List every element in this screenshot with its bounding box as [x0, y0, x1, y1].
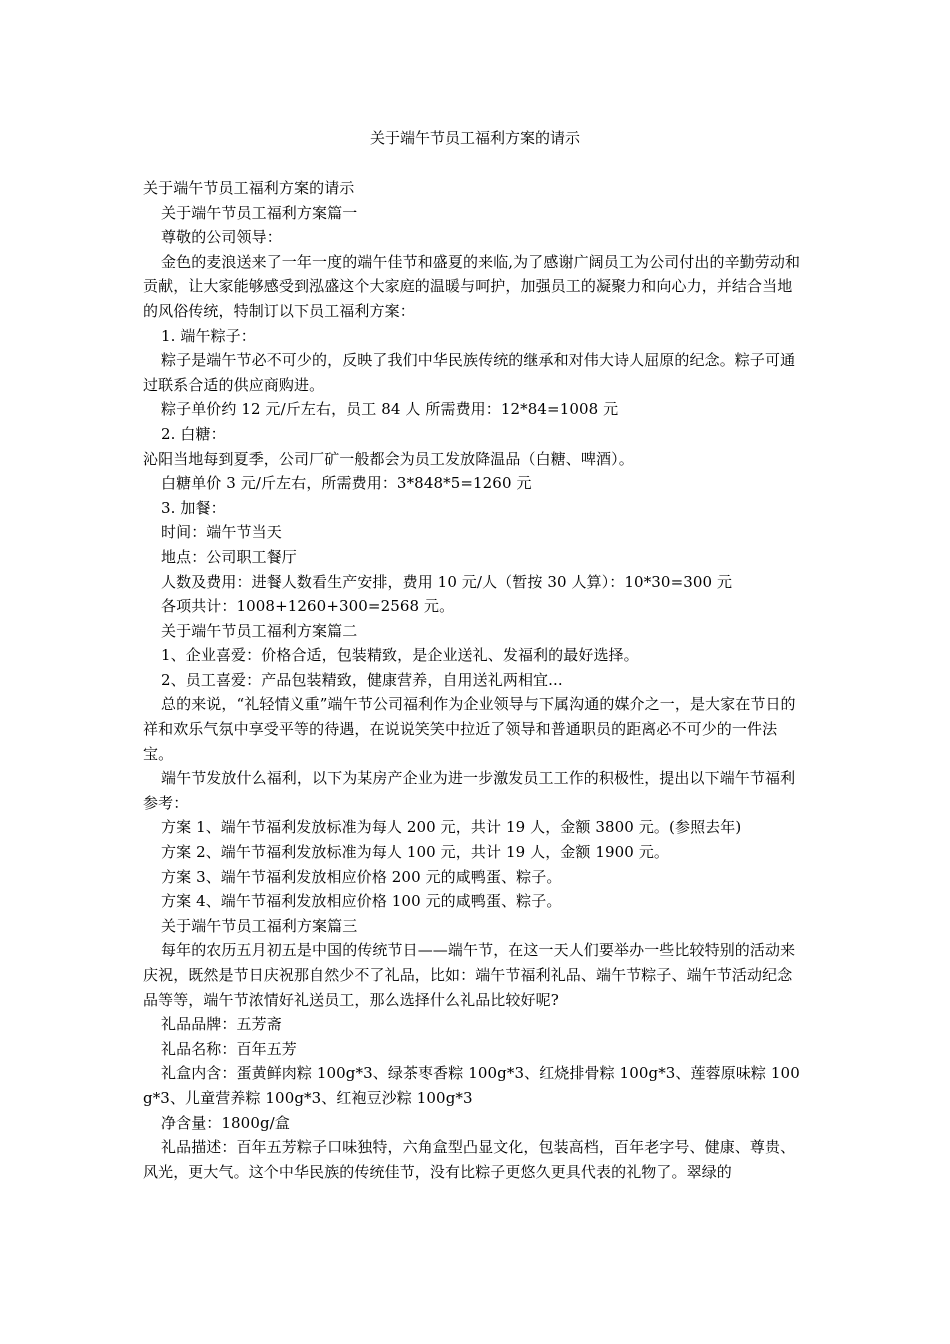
paragraph: 尊敬的公司领导：	[161, 228, 282, 247]
paragraph: 方案 1、端午节福利发放标准为每人 200 元，共计 19 人，金额 3800 元。(参照去年)	[161, 818, 742, 837]
paragraph: 关于端午节员工福利方案篇二	[161, 621, 358, 640]
paragraph: 净含量：1800g/盒	[161, 1113, 290, 1132]
paragraph: 时间：端午节当天	[161, 523, 282, 542]
paragraph: 端午节发放什么福利，以下为某房产企业为进一步激发员工工作的积极性，提出以下端午节福利参考：	[143, 769, 796, 812]
paragraph: 礼品描述：百年五芳粽子口味独特，六角盒型凸显文化，包装高档，百年老字号、健康、尊贵、风光，更大气。这个中华民族的传统佳节，没有比粽子更悠久更具代表的礼物了。翠绿的	[143, 1138, 796, 1181]
paragraph: 总的来说，“礼轻情义重”端午节公司福利作为企业领导与下属沟通的媒介之一，是大家在节日的祥和欢乐气氛中享受平等的待遇，在说说笑笑中拉近了领导和普通职员的距离必不可少的一件法宝。	[143, 695, 796, 763]
paragraph: 粽子是端午节必不可少的，反映了我们中华民族传统的继承和对伟大诗人屈原的纪念。粽子可通过联系合适的供应商购进。	[143, 351, 796, 394]
paragraph: 白糖单价 3 元/斤左右，所需费用：3*848*5=1260 元	[161, 474, 532, 493]
document-title: 关于端午节员工福利方案的请示	[369, 129, 580, 147]
paragraph: 礼品品牌：五芳斋	[161, 1015, 282, 1034]
paragraph: 方案 4、端午节福利发放相应价格 100 元的咸鸭蛋、粽子。	[161, 892, 562, 911]
paragraph: 地点：公司职工餐厅	[161, 547, 297, 566]
paragraph: 方案 3、端午节福利发放相应价格 200 元的咸鸭蛋、粽子。	[161, 867, 562, 886]
paragraph: 方案 2、端午节福利发放标准为每人 100 元，共计 19 人，金额 1900 元。	[161, 843, 670, 862]
paragraph: 金色的麦浪送来了一年一度的端午佳节和盛夏的来临,为了感谢广阔员工为公司付出的辛勤劳动和贡献，让大家能够感受到泓盛这个大家庭的温暖与呵护，加强员工的凝聚力和向心力，并结合当地的风俗传统，特制订以下员工福利方案：	[143, 252, 801, 320]
paragraph: 粽子单价约 12 元/斤左右，员工 84 人 所需费用：12*84=1008 元	[161, 400, 619, 419]
paragraph: 2、员工喜爱：产品包装精致，健康营养，自用送礼两相宜...	[161, 670, 563, 689]
paragraph: 关于端午节员工福利方案篇三	[161, 916, 358, 935]
paragraph: 关于端午节员工福利方案篇一	[161, 203, 358, 222]
paragraph: 每年的农历五月初五是中国的传统节日——端午节，在这一天人们要举办一些比较特别的活动来庆祝，既然是节日庆祝那自然少不了礼品，比如：端午节福利礼品、端午节粽子、端午节活动纪念品等等，端午节浓情好礼送员工，那么选择什么礼品比较好呢?	[143, 941, 796, 1009]
paragraph: 2. 白糖：	[161, 424, 226, 443]
paragraph: 礼品名称：百年五芳	[161, 1039, 297, 1058]
paragraph: 1. 端午粽子：	[161, 326, 256, 345]
paragraph: 3. 加餐：	[161, 498, 226, 517]
paragraph: 1、企业喜爱：价格合适，包装精致，是企业送礼、发福利的最好选择。	[161, 646, 639, 665]
paragraph: 沁阳当地每到夏季，公司厂矿一般都会为员工发放降温品（白糖、啤酒）。	[143, 449, 634, 468]
paragraph: 人数及费用：进餐人数看生产安排，费用 10 元/人（暂按 30 人算）：10*30=300 元	[161, 572, 733, 591]
paragraph: 各项共计：1008+1260+300=2568 元。	[161, 597, 455, 616]
paragraph: 礼盒内含：蛋黄鲜肉粽 100g*3、绿茶枣香粽 100g*3、红烧排骨粽 100g*3、莲蓉原味粽 100g*3、儿童营养粽 100g*3、红袍豆沙粽 100g*3	[143, 1064, 800, 1107]
paragraph: 关于端午节员工福利方案的请示	[143, 179, 355, 197]
document-body	[143, 176, 807, 1184]
